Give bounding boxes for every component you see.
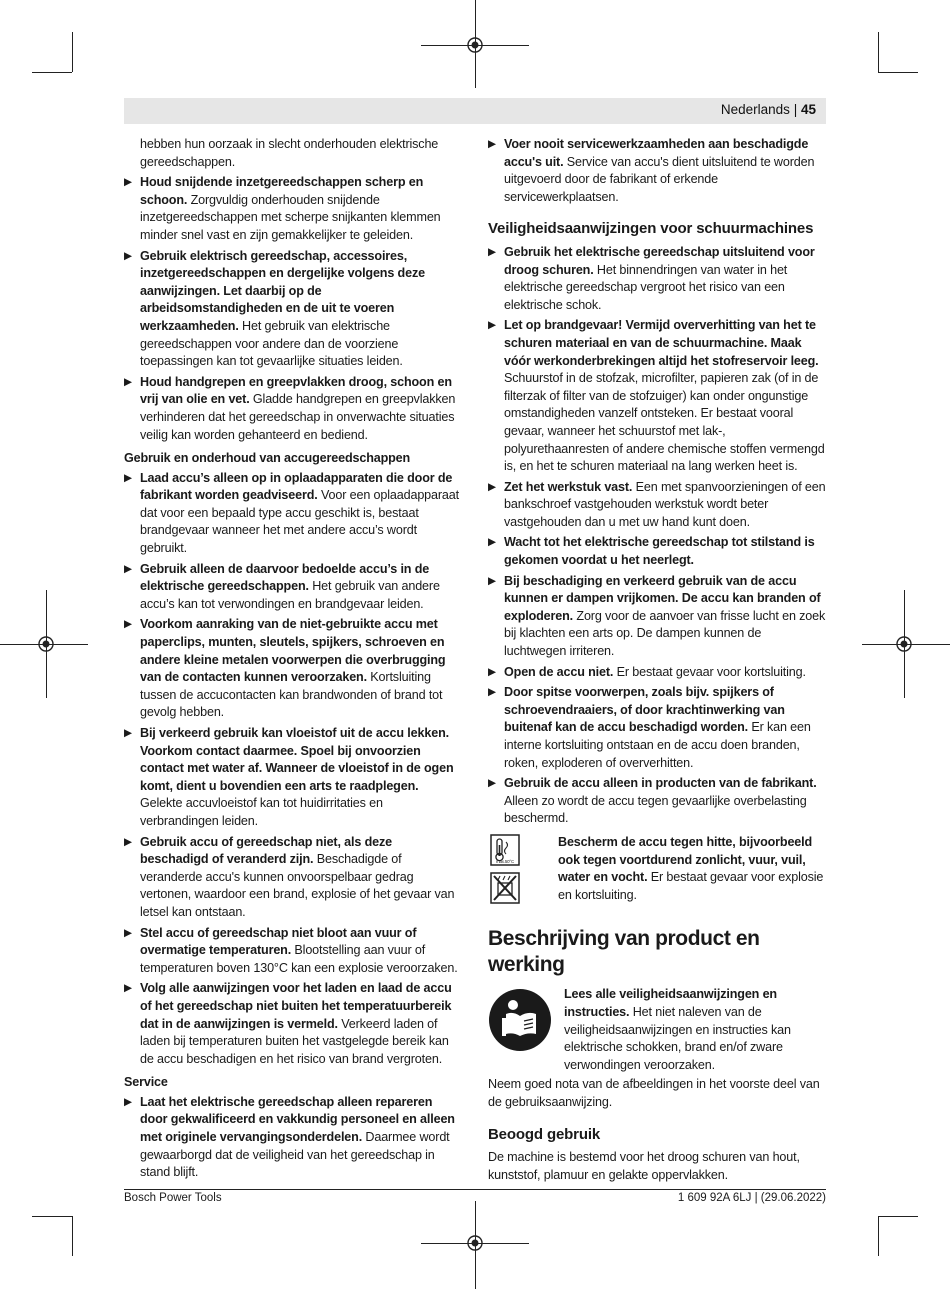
- bullet-arrow-icon: ▶: [488, 245, 496, 258]
- list-left-c: [124, 1094, 462, 1182]
- bullet-arrow-icon: ▶: [124, 926, 132, 939]
- list-item: [124, 925, 462, 978]
- footer-doc-number: 1 609 92A 6LJ | (29.06.2022): [677, 1192, 826, 1204]
- crop-mark: [878, 1216, 918, 1217]
- list-item-text: Het gebruik van elektrische gereedschappen voor andere dan de voorziene toepassingen kan tot gevaarlijke situaties leiden.: [140, 318, 403, 369]
- crop-mark: [32, 72, 72, 73]
- list-item-bold: Gebruik de accu alleen in producten van de fabrikant.: [504, 776, 817, 791]
- list-item: [488, 534, 826, 569]
- header-text: [721, 102, 816, 117]
- registration-target-icon: [465, 35, 485, 55]
- bullet-arrow-icon: ▶: [488, 138, 496, 150]
- registration-target-icon: [36, 634, 56, 654]
- list-item-bold: Voorkom aanraking van de niet-gebruikte accu met paperclips, munten, sleutels, spijkers, schroeven en andere kleine metalen voorwerpen die overbrugging van de contacten kunnen veroorzaken.: [140, 617, 446, 685]
- list-item: [488, 136, 826, 206]
- list-item: [124, 374, 462, 444]
- bullet-arrow-icon: ▶: [124, 618, 132, 631]
- crop-mark: [72, 32, 73, 72]
- list-item: [124, 1094, 462, 1182]
- temp-label: max.50°C: [495, 858, 515, 864]
- footer-brand: Bosch Power Tools: [124, 1192, 222, 1204]
- heat-warning-text: [488, 834, 826, 904]
- section-heading-description: Beschrijving van product en werking: [488, 927, 760, 977]
- list-item-bold: Voer nooit servicewerkzaamheden aan beschadigde accu's uit.: [504, 137, 809, 169]
- bullet-arrow-icon: ▶: [488, 686, 496, 699]
- list-item-bold: Houd handgrepen en greepvlakken droog, schoon en vrij van olie en vet.: [140, 374, 452, 407]
- list-item-bold: Bij verkeerd gebruik kan vloeistof uit de accu lekken. Voorkom contact daarmee. Spoel bij onvoorzien contact met water af. Wanneer de vloeistof in de ogen komt, dient u bovendien een arts te raadplegen.: [140, 726, 454, 793]
- section-heading-sander: Veiligheidsaanwijzingen voor schuurmachines: [488, 220, 814, 238]
- list-item-text: Gelekte accuvloeistof kan tot huidirritaties en verbrandingen leiden.: [140, 796, 383, 828]
- list-item-bold: Gebruik het elektrische gereedschap uitsluitend voor droog schuren.: [504, 244, 815, 277]
- left-column: [124, 136, 462, 1185]
- list-item: [488, 244, 826, 314]
- list-item-text: Beschadigde of veranderde accu's kunnen onvoorspelbaar gedrag vertonen, waardoor een brand, explosie of het gevaar van letsel kan ontstaan.: [140, 852, 455, 919]
- bullet-arrow-icon: ▶: [124, 562, 132, 575]
- bullet-arrow-icon: ▶: [124, 727, 132, 739]
- list-item-bold: Zet het werkstuk vast.: [504, 479, 633, 494]
- list-item-bold: Wacht tot het elektrische gereedschap tot stilstand is gekomen voordat u het neerlegt.: [504, 535, 815, 568]
- list-item: [488, 684, 826, 772]
- list-item-text: Er kan een interne kortsluiting ontstaan en de accu doen branden, roken, exploderen of oververhitten.: [504, 720, 811, 770]
- list-item-text: Service van accu's dient uitsluitend te worden uitgevoerd door de fabrikant of erkende servicewerkplaatsen.: [504, 154, 815, 204]
- heat-warning-normal: Er bestaat gevaar voor explosie en kortsluiting.: [558, 870, 824, 902]
- list-item: [488, 573, 826, 661]
- page-number: 45: [800, 102, 816, 117]
- list-item-text: Blootstelling aan vuur of temperaturen boven 130°C kan een explosie veroorzaken.: [140, 943, 458, 975]
- read-manual-normal: Het niet naleven van de veiligheidsaanwijzingen en instructies kan elektrische schokken, brand en/of zware verwondingen veroorzaken.: [564, 1004, 791, 1072]
- list-item: [488, 775, 826, 828]
- list-item-text: Kortsluiting tussen de accucontacten kan brandwonden of brand tot gevolg hebben.: [140, 670, 443, 720]
- list-item-bold: Gebruik elektrisch gereedschap, accessoires, inzetgereedschappen en dergelijke volgens deze aanwijzingen. Let daarbij op de arbeidsomstandigheden en de uit te voeren werkzaamheden.: [140, 248, 425, 333]
- bullet-arrow-icon: ▶: [124, 471, 132, 484]
- list-item-text: Een met spanvoorzieningen of een bankschroef vastgehouden werkstuk wordt beter vastgehouden dan u met uw hand kunt doen.: [504, 479, 826, 529]
- list-item-text: Zorgvuldig onderhouden snijdende inzetgereedschappen met scherpe snijkanten klemmen minder snel vast en zijn gemakkelijker te geleiden.: [140, 192, 441, 242]
- list-item: [124, 616, 462, 722]
- heat-warning: [488, 834, 826, 904]
- bullet-arrow-icon: ▶: [124, 835, 132, 848]
- right-column: [488, 136, 826, 1187]
- read-manual-icon: [488, 988, 552, 1052]
- no-water-icon: [490, 872, 520, 904]
- crop-mark: [878, 32, 879, 72]
- bullet-arrow-icon: ▶: [124, 982, 132, 995]
- list-item-text: Er bestaat gevaar voor kortsluiting.: [613, 664, 806, 679]
- heat-warning-bold: Bescherm de accu tegen hitte, bijvoorbeeld ook tegen voortdurend zonlicht, vuur, vuil, water en vocht.: [558, 834, 813, 885]
- figures-note: Neem goed nota van de afbeeldingen in het voorste deel van de gebruiksaanwijzing.: [488, 1077, 820, 1109]
- list-right-b: [488, 244, 826, 828]
- bullet-arrow-icon: ▶: [124, 375, 132, 388]
- list-item-text: Verkeerd laden of laden bij temperaturen buiten het vastgelegde bereik kan de accu beschadigen en het risico van brand vergroten.: [140, 1016, 449, 1066]
- crop-mark: [878, 1216, 879, 1256]
- warning-icons: [488, 834, 528, 904]
- list-item-bold: Laat het elektrische gereedschap alleen repareren door gekwalificeerd en vakkundig personeel en alleen met originele vervangingsonderdelen.: [140, 1094, 455, 1145]
- list-item-text: Zorg voor de aanvoer van frisse lucht en zoek bij klachten een arts op. De dampen kunnen de luchtwegen irriteren.: [504, 608, 826, 659]
- list-item-bold: Bij beschadiging en verkeerd gebruik van de accu kunnen er dampen vrijkomen. De accu kan branden of exploderen.: [504, 573, 821, 623]
- bullet-arrow-icon: ▶: [124, 249, 132, 262]
- crop-mark: [878, 72, 918, 73]
- header-separator: |: [793, 102, 798, 117]
- footer-rule: [124, 1189, 826, 1190]
- list-item: [124, 174, 462, 244]
- list-item-text: Het gebruik van andere accu’s kan tot verwondingen en brandgevaar leiden.: [140, 579, 440, 611]
- bullet-arrow-icon: ▶: [488, 480, 496, 493]
- list-item-text: Schuurstof in de stofzak, microfilter, papieren zak (of in de filterzak of filter van de stofzuiger) kan onder ongunstige omstandigheden vanzelf ontsteken. Er bestaat vooral gevaar, wanneer het schuurstof met lak-, polyurethaanresten of andere chemische stoffen vermengd is, en het te schuren materiaal na lang werken heet is.: [504, 371, 825, 474]
- list-item: [124, 725, 462, 831]
- list-item-bold: Stel accu of gereedschap niet bloot aan vuur of overmatige temperaturen.: [140, 925, 417, 958]
- bullet-arrow-icon: ▶: [488, 574, 496, 587]
- list-item: [488, 317, 826, 475]
- bullet-arrow-icon: ▶: [124, 1095, 132, 1108]
- list-left-a: [124, 174, 462, 444]
- list-item-bold: Let op brandgevaar! Vermijd oververhitting van het te schuren materiaal en van de schuurmachine. Maak vóór werkonderbrekingen altijd het stofreservoir leeg.: [504, 318, 819, 368]
- crop-mark: [32, 1216, 72, 1217]
- page-header: [124, 98, 826, 124]
- list-item: [488, 664, 826, 682]
- list-item-text: Het binnendringen van water in het elektrische gereedschap vergroot het risico van een elektrische schok.: [504, 262, 788, 312]
- list-item: [124, 834, 462, 922]
- list-item: [488, 479, 826, 532]
- intro-text: hebben hun oorzaak in slecht onderhouden elektrische gereedschappen.: [140, 137, 439, 169]
- bullet-arrow-icon: ▶: [488, 777, 496, 790]
- list-item-bold: Houd snijdende inzetgereedschappen scherp en schoon.: [140, 175, 424, 207]
- crop-mark: [72, 1216, 73, 1256]
- list-item: [124, 561, 462, 614]
- read-manual-note: [488, 986, 826, 1074]
- bullet-arrow-icon: ▶: [488, 536, 496, 549]
- registration-target-icon: [465, 1233, 485, 1253]
- bullet-arrow-icon: ▶: [124, 176, 132, 189]
- list-item: [124, 470, 462, 558]
- header-language: Nederlands: [720, 102, 790, 117]
- read-manual-bold: Lees alle veiligheidsaanwijzingen en instructies.: [564, 987, 777, 1019]
- list-item-bold: Open de accu niet.: [504, 664, 614, 679]
- bullet-arrow-icon: ▶: [488, 319, 496, 332]
- list-right-a: [488, 136, 826, 206]
- list-item-bold: Volg alle aanwijzingen voor het laden en laad de accu of het gereedschap niet buiten het temperatuurbereik dat in de aanwijzingen is vermeld.: [140, 981, 452, 1031]
- section-heading-accu: Gebruik en onderhoud van accugereedschappen: [124, 451, 411, 466]
- list-item-text: Gladde handgrepen en greepvlakken verhinderen dat het gereedschap in onverwachte situaties veilig kan worden gehanteerd en bediend.: [140, 392, 456, 442]
- list-item-text: Voor een oplaadapparaat dat voor een bepaald type accu geschikt is, bestaat brandgevaar wanneer het met andere accu’s wordt gebruikt.: [140, 488, 459, 556]
- list-item-bold: Gebruik alleen de daarvoor bedoelde accu’s in de elektrische gereedschappen.: [140, 561, 430, 594]
- list-item: [124, 248, 462, 371]
- section-heading-intended-use: Beoogd gebruik: [488, 1125, 601, 1143]
- thermometer-icon: [490, 834, 520, 866]
- list-left-b: [124, 470, 462, 1069]
- bullet-arrow-icon: ▶: [488, 665, 496, 678]
- intended-use-text: De machine is bestemd voor het droog schuren van hout, kunststof, plamuur en gelakte oppervlakken.: [488, 1150, 800, 1182]
- list-item: [124, 980, 462, 1068]
- list-item-bold: Door spitse voorwerpen, zoals bijv. spijkers of schroevendraaiers, of door krachtinwerking van buitenaf kan de accu beschadigd worden.: [504, 685, 785, 735]
- registration-target-icon: [894, 634, 914, 654]
- list-item-bold: Gebruik accu of gereedschap niet, als deze beschadigd of veranderd zijn.: [140, 834, 392, 867]
- list-item-text: Daarmee wordt gewaarborgd dat de veiligheid van het gereedschap in stand blijft.: [140, 1130, 450, 1180]
- list-item-text: Alleen zo wordt de accu tegen gevaarlijke overbelasting beschermd.: [504, 793, 807, 826]
- list-item-bold: Laad accu’s alleen op in oplaadapparaten die door de fabrikant worden geadviseerd.: [140, 470, 453, 503]
- section-heading-service: Service: [124, 1075, 168, 1090]
